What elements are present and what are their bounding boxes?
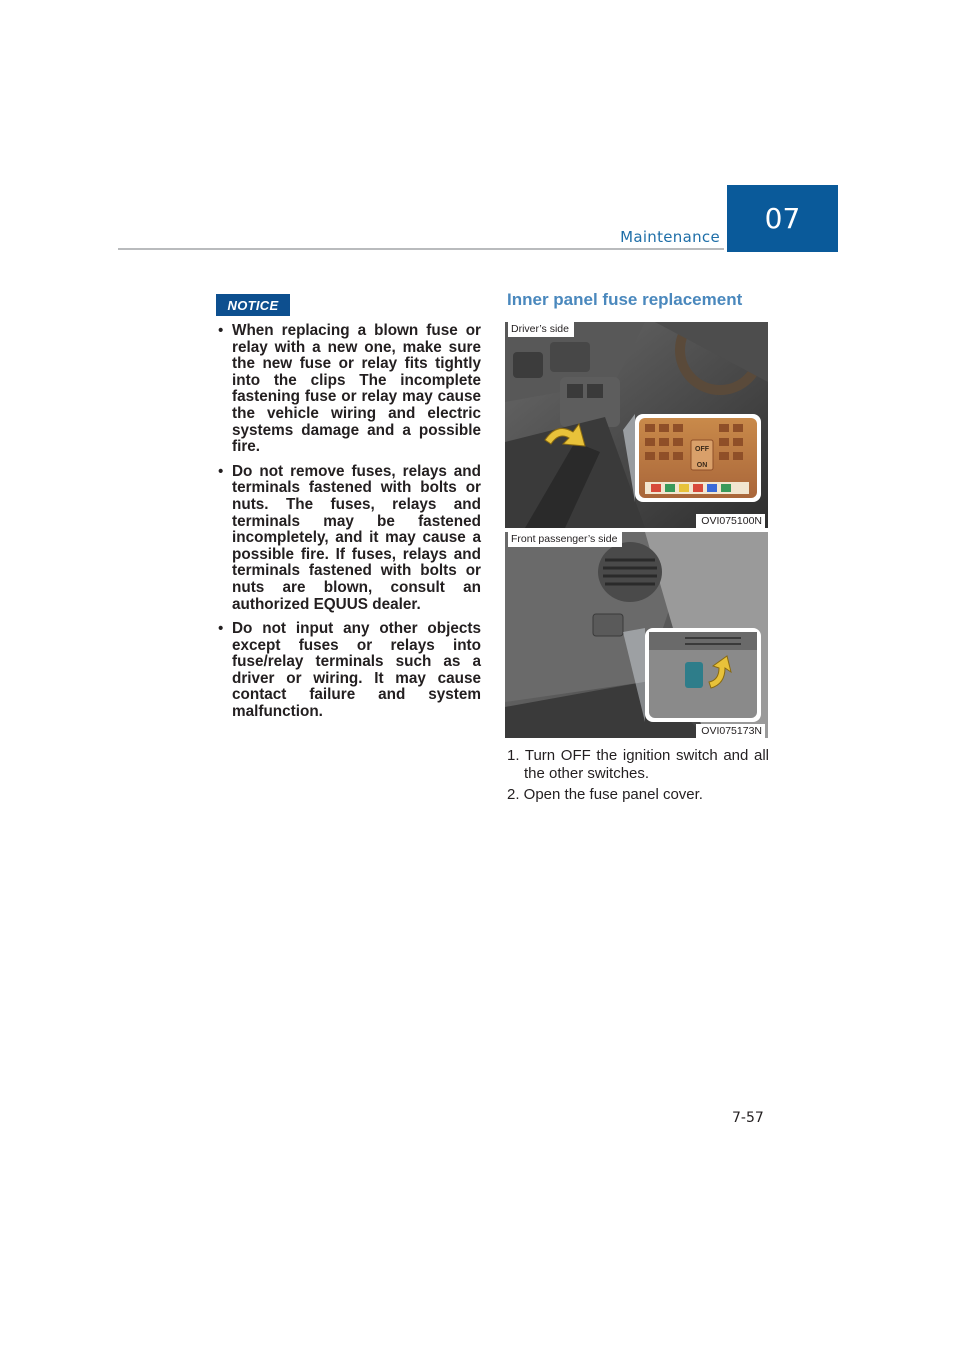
section-title: Inner panel fuse replacement <box>507 290 743 309</box>
page-number: 7-57 <box>732 1110 764 1126</box>
switch-on-label: ON <box>696 462 708 469</box>
figure-drivers-side <box>505 322 768 528</box>
notice-item: • When replacing a blown fuse or relay with a new one, make sure the new fuse or relay fits tightly into the clips The incomplete fastening fuse or relay may cause the vehicle wiring and electric systems damage and a possible fire. <box>218 322 481 456</box>
drivers-side-illustration <box>505 322 768 528</box>
header-rule <box>118 248 724 250</box>
switch-off-label: OFF <box>695 446 709 453</box>
procedure-steps <box>507 747 769 808</box>
header-section-title: Maintenance <box>620 228 720 246</box>
bullet-icon: • <box>218 322 224 339</box>
notice-badge: NOTICE <box>216 294 290 316</box>
bullet-icon: • <box>218 620 224 638</box>
notice-item: • Do not remove fuses, relays and terminals fastened with bolts or nuts. The fuses, relays and terminals may be fastened incompletely, and it may cause a possible fire. If fuses, relays and terminals fastened with bolts or nuts are blown, consult an authorized EQUUS dealer. <box>218 462 481 613</box>
step-item: 2. Open the fuse panel cover. <box>507 786 703 803</box>
figure-caption: Driver’s side <box>508 322 574 337</box>
bullet-icon: • <box>218 462 224 480</box>
passenger-side-illustration <box>505 532 768 738</box>
step-item: 1. Turn OFF the ignition switch and all the other switches. <box>507 747 769 782</box>
notice-list <box>216 323 481 729</box>
figure-code: OVI075173N <box>696 724 765 738</box>
notice-item: • Do not input any other objects except fuses or relays into fuse/relay terminals such as a driver or wiring. It may cause contact failure and system malfunction. <box>218 620 481 721</box>
chapter-tab: 07 <box>727 185 838 252</box>
figure-caption: Front passenger’s side <box>508 532 622 547</box>
figure-passenger-side <box>505 532 768 738</box>
figure-code: OVI075100N <box>696 514 765 528</box>
